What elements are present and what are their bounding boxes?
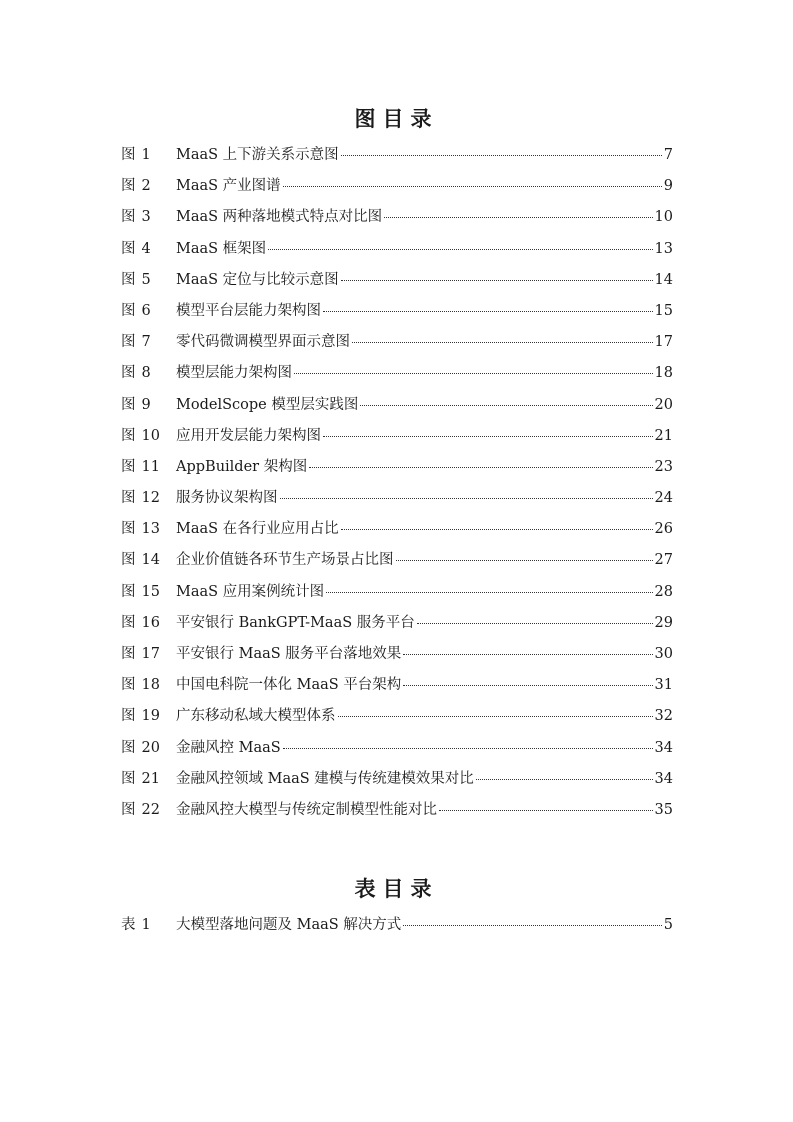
dot-leader [323, 436, 653, 437]
dot-leader [360, 405, 652, 406]
dot-leader [396, 560, 653, 561]
entry-number: 9 [141, 396, 151, 413]
figure-entry[interactable] [121, 797, 673, 828]
entry-prefix: 图 [121, 178, 136, 195]
entry-title: 模型层能力架构图 [176, 365, 292, 382]
entry-prefix: 图 [121, 490, 136, 507]
entry-label [121, 329, 176, 355]
entry-title: 模型平台层能力架构图 [176, 302, 321, 319]
entry-title: MaaS 定位与比较示意图 [176, 271, 339, 288]
entry-prefix: 图 [121, 240, 136, 257]
entry-number: 2 [141, 178, 151, 195]
figure-entry[interactable] [121, 298, 673, 329]
entry-page: 14 [654, 271, 673, 288]
entry-page: 10 [654, 209, 673, 226]
entry-number: 22 [141, 801, 160, 818]
entry-title: 应用开发层能力架构图 [176, 427, 321, 444]
table-list-title: 表目录 [354, 877, 439, 901]
entry-page: 32 [654, 708, 673, 725]
entry-page: 24 [654, 490, 673, 507]
entry-page: 9 [663, 178, 673, 195]
entry-page: 30 [654, 646, 673, 662]
dot-leader [439, 810, 653, 811]
entry-title: MaaS 产业图谱 [176, 178, 281, 195]
entry-number: 1 [141, 147, 151, 163]
entry-label [121, 360, 176, 386]
figure-entry[interactable] [121, 267, 673, 298]
entry-prefix: 图 [121, 801, 136, 818]
entry-page: 34 [654, 770, 673, 787]
entry-title: MaaS 两种落地模式特点对比图 [176, 209, 383, 226]
dot-leader [384, 217, 652, 218]
dot-leader [294, 373, 653, 374]
entry-prefix: 图 [121, 739, 136, 756]
entry-number: 15 [141, 583, 160, 600]
figure-entry[interactable] [121, 485, 673, 516]
entry-prefix: 图 [121, 147, 136, 163]
entry-number: 14 [141, 552, 160, 569]
entry-page: 29 [654, 614, 673, 631]
entry-number: 12 [141, 490, 160, 507]
figure-entry[interactable] [121, 173, 673, 204]
entry-label [121, 766, 176, 792]
entry-prefix: 图 [121, 365, 136, 382]
dot-leader [417, 623, 653, 624]
entry-number: 18 [141, 677, 160, 694]
entry-prefix: 图 [121, 708, 136, 725]
figure-entry[interactable] [121, 735, 673, 766]
dot-leader [341, 280, 653, 281]
entry-prefix: 图 [121, 583, 136, 600]
entry-title: MaaS 应用案例统计图 [176, 583, 325, 600]
entry-number: 8 [141, 365, 151, 382]
entry-prefix: 图 [121, 271, 136, 288]
entry-title: 企业价值链各环节生产场景占比图 [176, 552, 394, 569]
entry-title: 广东移动私域大模型体系 [176, 708, 336, 725]
entry-page: 26 [654, 521, 673, 538]
entry-page: 27 [654, 552, 673, 569]
entry-prefix: 图 [121, 770, 136, 787]
entry-label [121, 610, 176, 636]
entry-title: 大模型落地问题及 MaaS 解决方式 [176, 917, 402, 933]
dot-leader [341, 529, 653, 530]
dot-leader [341, 155, 662, 156]
entry-prefix: 图 [121, 458, 136, 475]
entry-title: 平安银行 MaaS 服务平台落地效果 [176, 646, 402, 662]
figure-entry[interactable] [121, 392, 673, 423]
entry-number: 5 [141, 271, 151, 288]
figure-entry[interactable] [121, 579, 673, 610]
entry-title: 中国电科院一体化 MaaS 平台架构 [176, 677, 402, 694]
figure-entry[interactable] [121, 360, 673, 391]
entry-label [121, 142, 176, 168]
entry-number: 1 [141, 917, 151, 933]
entry-prefix: 图 [121, 646, 136, 662]
entry-number: 17 [141, 646, 160, 662]
entry-prefix: 图 [121, 521, 136, 538]
figure-entry[interactable] [121, 672, 673, 703]
figure-entry[interactable] [121, 142, 673, 173]
figure-entry[interactable] [121, 547, 673, 578]
entry-label [121, 703, 176, 729]
entry-label [121, 298, 176, 324]
dot-leader [476, 779, 653, 780]
dot-leader [280, 498, 653, 499]
entry-number: 16 [141, 614, 160, 631]
entry-label [121, 392, 176, 418]
entry-title: 金融风控大模型与传统定制模型性能对比 [176, 801, 437, 818]
entry-page: 7 [663, 147, 673, 163]
table-entry[interactable] [121, 912, 673, 943]
dot-leader [352, 342, 653, 343]
entry-title: 平安银行 BankGPT-MaaS 服务平台 [176, 614, 415, 631]
entry-page: 34 [654, 739, 673, 756]
entry-label [121, 267, 176, 293]
figure-entry[interactable] [121, 204, 673, 235]
figure-list-title: 图目录 [354, 107, 439, 131]
figure-entry[interactable] [121, 329, 673, 360]
entry-number: 21 [141, 770, 160, 787]
dot-leader [326, 592, 652, 593]
figure-entry[interactable] [121, 454, 673, 485]
dot-leader [268, 249, 652, 250]
entry-label [121, 236, 176, 262]
entry-label [121, 797, 176, 823]
figure-entry[interactable] [121, 641, 673, 672]
entry-prefix: 图 [121, 677, 136, 694]
figure-list [121, 142, 673, 828]
entry-number: 20 [141, 739, 160, 756]
entry-number: 3 [141, 209, 151, 226]
entry-prefix: 图 [121, 614, 136, 631]
entry-prefix: 图 [121, 302, 136, 319]
entry-page: 35 [654, 801, 673, 818]
figure-entry[interactable] [121, 766, 673, 797]
entry-title: 服务协议架构图 [176, 490, 278, 507]
dot-leader [323, 311, 653, 312]
figure-entry[interactable] [121, 610, 673, 641]
entry-page: 13 [654, 240, 673, 257]
entry-prefix: 图 [121, 396, 136, 413]
entry-page: 18 [654, 365, 673, 382]
entry-page: 28 [654, 583, 673, 600]
entry-label [121, 672, 176, 698]
entry-prefix: 表 [121, 917, 136, 933]
entry-page: 20 [654, 396, 673, 413]
figure-entry[interactable] [121, 236, 673, 267]
entry-label [121, 516, 176, 542]
entry-label [121, 547, 176, 573]
entry-prefix: 图 [121, 427, 136, 444]
entry-label [121, 579, 176, 605]
figure-entry[interactable] [121, 703, 673, 734]
entry-prefix: 图 [121, 552, 136, 569]
entry-title: MaaS 在各行业应用占比 [176, 521, 339, 538]
entry-label [121, 204, 176, 230]
entry-label [121, 641, 176, 667]
dot-leader [283, 748, 653, 749]
dot-leader [403, 654, 652, 655]
entry-page: 21 [654, 427, 673, 444]
entry-label [121, 912, 176, 938]
entry-title: 零代码微调模型界面示意图 [176, 334, 350, 351]
entry-number: 7 [141, 334, 151, 351]
entry-number: 11 [141, 458, 160, 475]
entry-title: ModelScope 模型层实践图 [176, 396, 359, 413]
entry-title: 金融风控 MaaS [176, 739, 281, 756]
entry-title: MaaS 框架图 [176, 240, 267, 257]
entry-label [121, 735, 176, 761]
entry-title: MaaS 上下游关系示意图 [176, 147, 339, 163]
figure-entry[interactable] [121, 423, 673, 454]
entry-title: 金融风控领域 MaaS 建模与传统建模效果对比 [176, 770, 474, 787]
entry-label [121, 485, 176, 511]
entry-page: 17 [654, 334, 673, 351]
entry-number: 4 [141, 240, 151, 257]
dot-leader [338, 716, 653, 717]
entry-label [121, 423, 176, 449]
entry-label [121, 173, 176, 199]
dot-leader [283, 186, 662, 187]
entry-label [121, 454, 176, 480]
entry-page: 15 [654, 302, 673, 319]
figure-entry[interactable] [121, 516, 673, 547]
entry-page: 31 [654, 677, 673, 694]
entry-prefix: 图 [121, 334, 136, 351]
entry-number: 6 [141, 302, 151, 319]
dot-leader [403, 685, 652, 686]
dot-leader [403, 925, 661, 926]
entry-number: 19 [141, 708, 160, 725]
entry-number: 10 [141, 427, 160, 444]
entry-page: 23 [654, 458, 673, 475]
dot-leader [309, 467, 652, 468]
entry-title: AppBuilder 架构图 [176, 458, 308, 475]
table-list [121, 912, 673, 943]
entry-number: 13 [141, 521, 160, 538]
entry-prefix: 图 [121, 209, 136, 226]
entry-page: 5 [663, 917, 673, 933]
